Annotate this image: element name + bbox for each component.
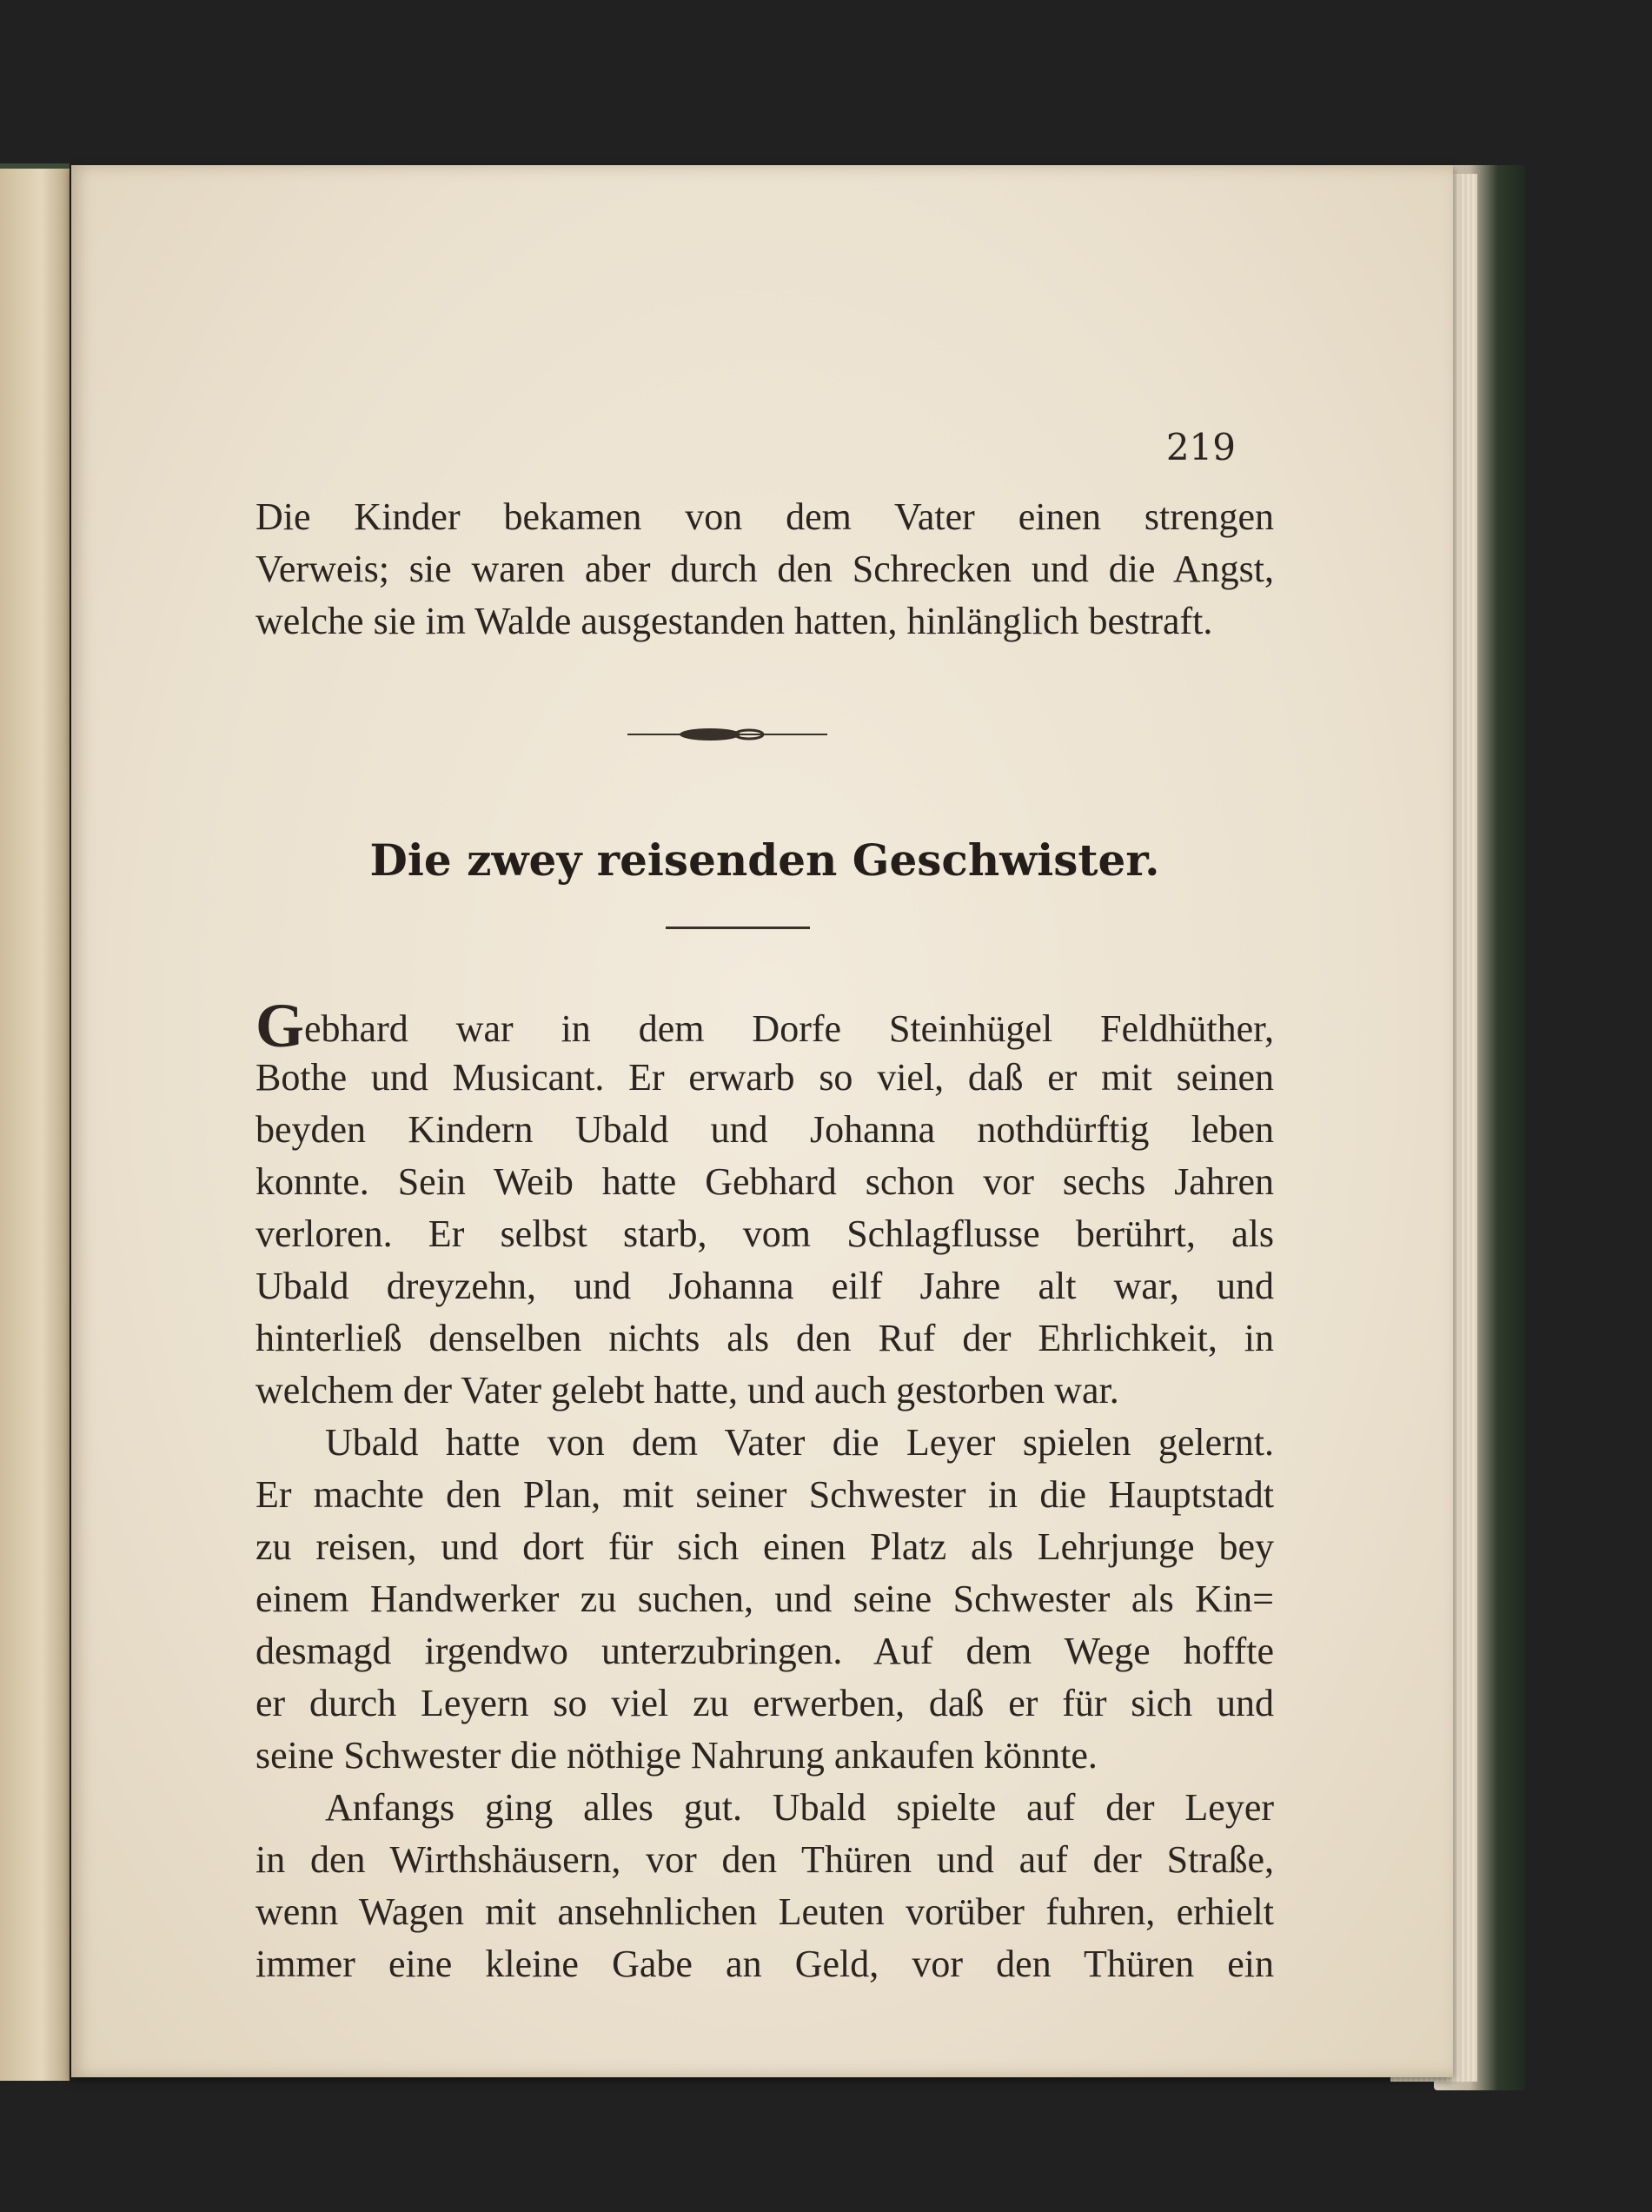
left-page-edge [0,163,70,2081]
book-page [71,165,1453,2077]
intro-paragraph [255,491,1274,648]
text-line: Er machte den Plan, mit seiner Schwester in die Hauptstadt [255,1473,1274,1516]
text-line: ebhard war in dem Dorfe Steinhügel Feldhüther, [304,1007,1274,1050]
text-line: Ubald hatte von dem Vater die Leyer spielen gelernt. [325,1421,1274,1464]
text-line: Bothe und Musicant. Er erwarb so viel, daß er mit seinen [255,1056,1274,1099]
story-paragraphs [255,1000,1274,1990]
text-line: konnte. Sein Weib hatte Gebhard schon vor sechs Jahren [255,1160,1274,1203]
text-line: beyden Kindern Ubald und Johanna nothdürftig leben [255,1108,1274,1151]
ornament-divider [627,721,827,747]
text-line: Ubald dreyzehn, und Johanna eilf Jahre alt war, und [255,1265,1274,1307]
text-line: einem Handwerker zu suchen, und seine Schwester als Kin= [255,1578,1274,1620]
text-line: Verweis; sie waren aber durch den Schrecken und die Angst, [255,548,1274,590]
text-line: er durch Leyern so viel zu erwerben, daß er für sich und [255,1682,1274,1724]
text-line: in den Wirthshäusern, vor den Thüren und auf der Straße, [255,1838,1274,1881]
page-number: 219 [1165,426,1236,468]
text-line: Anfangs ging alles gut. Ubald spielte auf der Leyer [325,1786,1274,1829]
text-line: welche sie im Walde ausgestanden hatten, hinlänglich bestraft. [255,600,1213,642]
text-line: desmagd irgendwo unterzubringen. Auf dem Wege hoffte [255,1630,1274,1672]
chapter-heading: Die zwey reisenden Geschwister. [369,834,1160,886]
heading-rule [666,927,810,929]
text-line: welchem der Vater gelebt hatte, und auch gestorben war. [255,1369,1119,1412]
text-line: immer eine kleine Gabe an Geld, vor den Thüren ein [255,1943,1274,1985]
text-line: seine Schwester die nöthige Nahrung ankaufen könnte. [255,1734,1098,1777]
text-line: wenn Wagen mit ansehnlichen Leuten vorüber fuhren, erhielt [255,1890,1274,1933]
text-line: hinterließ denselben nichts als den Ruf der Ehrlichkeit, in [255,1317,1274,1359]
drop-cap: G [255,1000,305,1052]
text-line: verloren. Er selbst starb, vom Schlagflusse berührt, als [255,1212,1274,1255]
text-line: zu reisen, und dort für sich einen Platz als Lehrjunge bey [255,1525,1274,1568]
text-line: Die Kinder bekamen von dem Vater einen strengen [255,495,1274,538]
first-text-line [255,1000,1274,1052]
